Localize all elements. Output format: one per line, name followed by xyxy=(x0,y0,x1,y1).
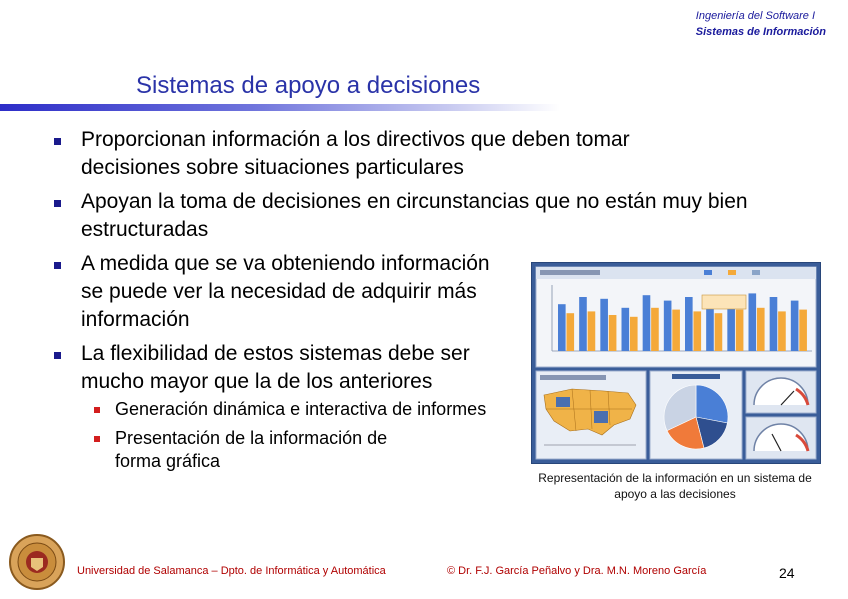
bullet-text: A medida que se va obteniendo información se puede ver la necesidad de adquirir más información xyxy=(81,252,490,331)
bullet-marker xyxy=(54,262,61,269)
legend-swatch-c xyxy=(752,270,760,275)
course-title: Ingeniería del Software I xyxy=(695,10,816,22)
subbullet-item xyxy=(48,398,490,421)
callout-box xyxy=(702,295,746,309)
sales-bar-b xyxy=(757,308,765,351)
sales-bar-b xyxy=(566,313,574,351)
bullet-item xyxy=(48,126,721,182)
subbullet-item xyxy=(48,427,420,473)
pie-title-text xyxy=(672,374,720,379)
sales-bar-a xyxy=(664,301,672,351)
sales-bar-b xyxy=(588,311,596,351)
bullet-text: La flexibilidad de estos sistemas debe ser mucho mayor que la de los anteriores xyxy=(81,342,470,393)
legend-swatch-a xyxy=(704,270,712,275)
sales-bar-a xyxy=(643,295,651,351)
sales-bar-b xyxy=(651,308,659,351)
sales-bar-b xyxy=(630,317,638,351)
map-title-text xyxy=(540,375,606,380)
title-underline xyxy=(0,104,560,111)
sales-bar-b xyxy=(799,310,807,351)
bullet-item xyxy=(48,188,801,244)
bullet-marker xyxy=(54,138,61,145)
sales-bar-b xyxy=(672,310,680,351)
sales-bar-a xyxy=(622,308,630,351)
course-subtitle: Sistemas de Información xyxy=(695,26,826,38)
sales-bar-a xyxy=(706,302,714,351)
subbullet-text: Generación dinámica e interactiva de informes xyxy=(115,399,487,419)
sales-bar-a xyxy=(579,297,587,351)
bullet-text: Proporcionan información a los directivos que deben tomar decisiones sobre situaciones particulares xyxy=(81,128,630,179)
sales-bar-b xyxy=(693,311,701,351)
footer-authors: © Dr. F.J. García Peñalvo y Dra. M.N. Moreno García xyxy=(447,565,707,577)
map-region-a xyxy=(556,397,570,407)
figure-caption: Representación de la información en un sistema de apoyo a las decisiones xyxy=(538,471,812,501)
sales-bar-b xyxy=(609,315,617,351)
sales-chart-title-text xyxy=(540,270,600,275)
subbullet-marker xyxy=(94,407,100,413)
bullet-marker xyxy=(54,352,61,359)
subbullet-text: Presentación de la información de forma gráfica xyxy=(115,428,388,471)
bullet-item xyxy=(48,340,521,396)
product-pie xyxy=(664,385,728,449)
dashboard-image xyxy=(532,263,820,463)
footer-institution: Universidad de Salamanca – Dpto. de Informática y Automática xyxy=(77,565,386,577)
page-number: 24 xyxy=(779,565,795,581)
legend-swatch-b xyxy=(728,270,736,275)
course-header xyxy=(696,8,826,40)
sales-bar-a xyxy=(558,304,566,351)
bullet-marker xyxy=(54,200,61,207)
sales-bar-b xyxy=(736,310,744,351)
sales-bar-a xyxy=(600,299,608,351)
sales-bar-a xyxy=(770,297,778,351)
sales-bar-a xyxy=(791,301,799,351)
map-region-b xyxy=(594,411,608,423)
sales-bar-a xyxy=(685,297,693,351)
university-seal xyxy=(9,534,65,590)
sales-bar-a xyxy=(749,293,757,351)
bullet-item xyxy=(48,250,516,334)
sales-bar-b xyxy=(715,313,723,351)
bullet-text: Apoyan la toma de decisiones en circunstancias que no están muy bien estructuradas xyxy=(81,190,748,241)
sales-bar-b xyxy=(778,311,786,351)
dashboard-screenshot xyxy=(531,262,821,464)
subbullet-marker xyxy=(94,436,100,442)
slide-title: Sistemas de apoyo a decisiones xyxy=(136,72,481,99)
